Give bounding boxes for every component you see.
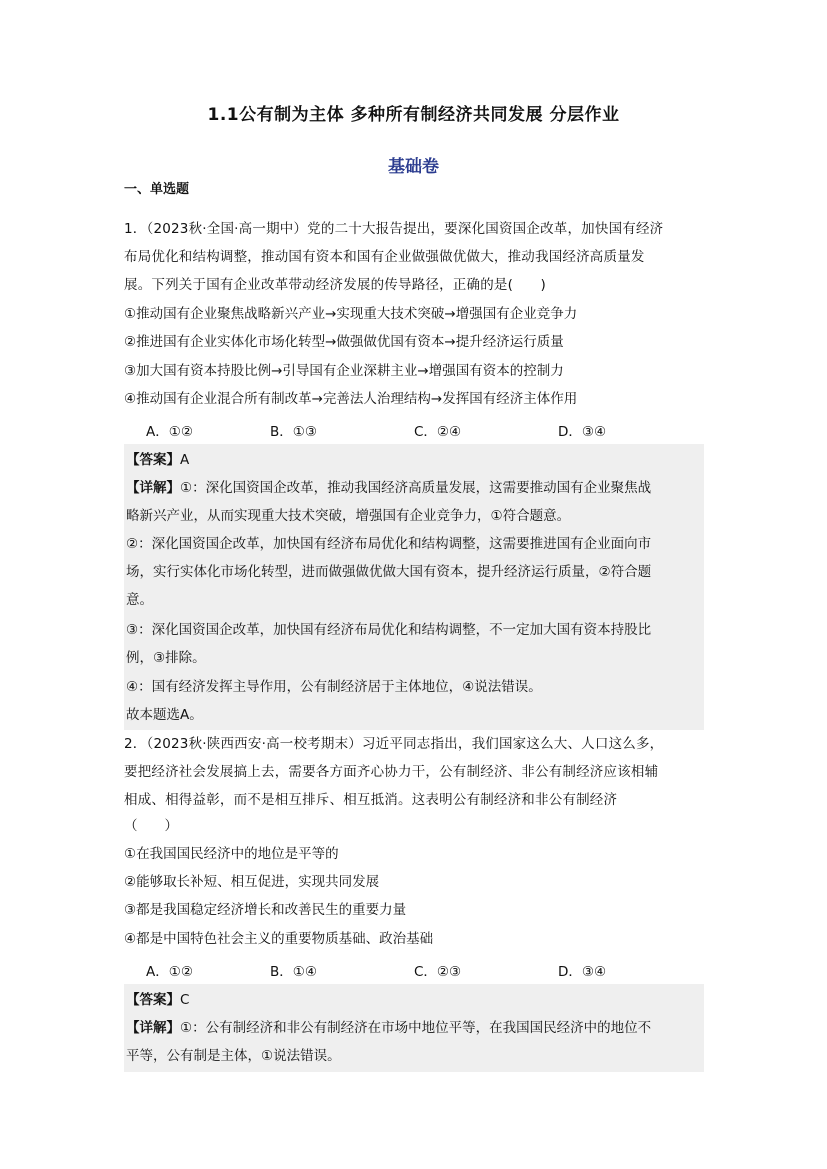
detail-text: ①：公有制经济和非公有制经济在市场中地位平等，在我国国民经济中的地位不 [180,1020,652,1036]
detail-text: ③：深化国资国企改革，加快国有经济布局优化和结构调整，不一定加大国有资本持股比 [126,622,652,638]
detail-text: ④：国有经济发挥主导作用，公有制经济居于主体地位，④说法错误。 [126,679,542,695]
q1-detail [126,476,651,496]
detail-text: 意。 [126,592,153,608]
q1-statement: ④推动国有企业混合所有制改革→完善法人治理结构→发挥国有经济主体作用 [124,391,578,407]
q2-statement: ④都是中国特色社会主义的重要物质基础、政治基础 [124,931,434,947]
q2-line: 要把经济社会发展搞上去，需要各方面齐心协力干，公有制经济、非公有制经济应该相辅 [124,764,659,780]
q2-option-a: A．①② [146,964,193,980]
q2-detail [126,1016,651,1036]
detail-text: 略新兴产业，从而实现重大技术突破，增强国有企业竞争力，①符合题意。 [126,508,571,524]
q1-line: 展。下列关于国有企业改革带动经济发展的传导路径，正确的是( ) [124,277,546,293]
q1-answer [126,448,189,468]
answer-label: 【答案】 [126,992,180,1008]
q2-option-b: B．①④ [270,964,317,980]
q2-line: 2．（2023秋·陕西西安·高一校考期末）习近平同志指出，我们国家这么大、人口这么多， [124,736,664,752]
q2-statement: ①在我国国民经济中的地位是平等的 [124,846,339,862]
detail-text: 例，③排除。 [126,650,206,666]
q1-option-c: C．②④ [414,424,462,440]
answer-label: 【答案】 [126,452,180,468]
detail-text: 故本题选A。 [126,707,203,723]
q2-statement: ②能够取长补短、相互促进，实现共同发展 [124,874,380,890]
detail-text: 平等，公有制是主体，①说法错误。 [126,1048,341,1064]
q2-answer [126,988,189,1008]
q2-line: （ ） [124,818,178,834]
q1-statement: ①推动国有企业聚焦战略新兴产业→实现重大技术突破→增强国有企业竞争力 [124,306,578,322]
document-title: 1.1公有制为主体 多种所有制经济共同发展 分层作业 [207,105,620,125]
detail-text: 场，实行实体化市场化转型，进而做强做优做大国有资本，提升经济运行质量，②符合题 [126,564,652,580]
q1-line: 1．（2023秋·全国·高一期中）党的二十大报告提出，要深化国资国企改革，加快国有经济 [124,221,664,237]
detail-label: 【详解】 [126,480,180,496]
q2-statement: ③都是我国稳定经济增长和改善民生的重要力量 [124,902,407,918]
answer-value: C [180,992,190,1008]
q1-option-d: D．③④ [558,424,607,440]
q2-answer-box [124,984,704,1072]
detail-text: ②：深化国资国企改革，加快国有经济布局优化和结构调整，这需要推进国有企业面向市 [126,536,652,552]
q2-line: 相成、相得益彰，而不是相互排斥、相互抵消。这表明公有制经济和非公有制经济 [124,792,618,808]
section-heading: 一、单选题 [124,182,190,197]
detail-text: ①：深化国资国企改革，推动我国经济高质量发展，这需要推动国有企业聚焦战 [180,480,652,496]
q2-option-c: C．②③ [414,964,462,980]
q1-answer-box [124,444,704,730]
answer-value: A [180,452,190,468]
document-subtitle: 基础卷 [388,157,439,177]
q2-option-d: D．③④ [558,964,607,980]
q1-statement: ②推进国有企业实体化市场化转型→做强做优国有资本→提升经济运行质量 [124,334,564,350]
q1-line: 布局优化和结构调整，推动国有资本和国有企业做强做优做大，推动我国经济高质量发 [124,249,645,265]
q1-option-a: A．①② [146,424,193,440]
q1-statement: ③加大国有资本持股比例→引导国有企业深耕主业→增强国有资本的控制力 [124,363,564,379]
q1-option-b: B．①③ [270,424,317,440]
detail-label: 【详解】 [126,1020,180,1036]
